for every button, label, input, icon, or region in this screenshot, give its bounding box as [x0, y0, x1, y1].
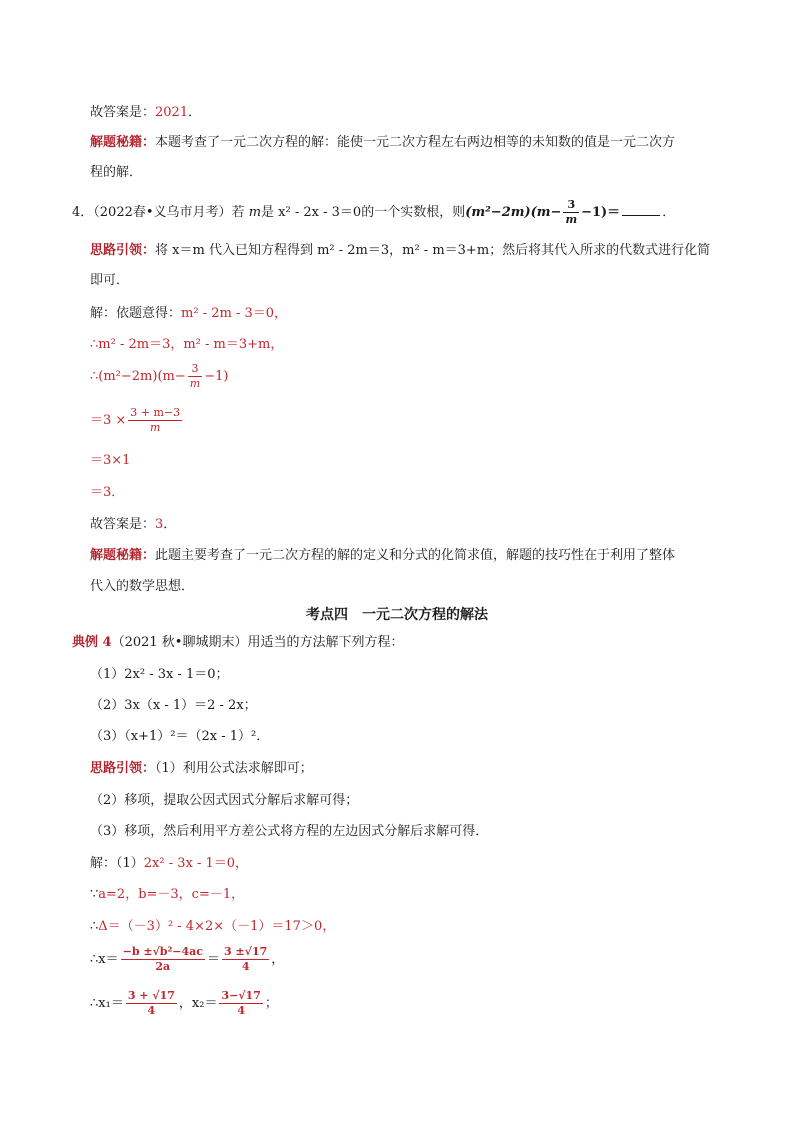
answer-line-1: 故答案是：2021． [90, 105, 202, 120]
example-label: 典例 4 [72, 635, 112, 650]
answer-value: 2021 [155, 105, 189, 120]
example-solution-4: ∴x＝ $\frac{\text{−b ±√b²−4ac}}{2a}$ ＝ $\frac{3 \pm√17}{4}$ ， [90, 945, 285, 973]
hint-label: 思路引领： [90, 243, 156, 258]
summary-line-2: 解题秘籍：此题主要考查了一元二次方程的解的定义和分式的化简求值，解题的技巧性在于利用了整体 [90, 548, 676, 563]
hint-line-1b: 即可． [90, 273, 130, 288]
question-expression: (m²−2m)(m− $\frac{3}{m}$ −1)＝ [465, 198, 621, 226]
section-title: 考点四 一元二次方程的解法 [306, 607, 488, 623]
summary-line-2b: 代入的数学思想． [90, 579, 195, 594]
solution-line-6: ＝3． [90, 485, 125, 500]
summary-label: 解题秘籍： [90, 135, 156, 150]
question-equation: x² - 2x - 3＝0 [278, 205, 362, 220]
solution-line-1: 解：依题意得：m² - 2m - 3＝0， [90, 306, 288, 321]
example-solution-5: ∴x₁＝ $\frac{3 + √17}{4}$ ，x₂＝ $\frac{3-√17}{4}$ ； [90, 989, 278, 1017]
example-hint-1: 思路引领：（1）利用公式法求解即可； [90, 761, 313, 776]
answer-line-2: 故答案是：3． [90, 517, 177, 532]
solution-line-2: ∴m² - 2m＝3，m² - m＝3+m， [90, 337, 284, 352]
solution-line-4: ＝3 × $\frac{3 + m-3}{m}$ [90, 406, 181, 434]
summary-line-1b: 程的解． [90, 165, 143, 180]
answer-blank [622, 203, 660, 216]
solution-line-5: ＝3×1 [90, 453, 131, 468]
example-hint-2: （2）移项，提取公因式因式分解后求解可得； [90, 793, 359, 808]
example-solution-1: 解：（1）2x² - 3x - 1＝0， [90, 856, 249, 871]
hint-line-1: 思路引领：将 x＝m 代入已知方程得到 m² - 2m＝3，m² - m＝3+m；然后将其代入所求的代数式进行化简 [90, 243, 711, 258]
example-hint-3: （3）移项，然后利用平方差公式将方程的左边因式分解后求解可得． [90, 824, 489, 839]
example-solution-2: ∵a=2，b=－3，c=－1， [90, 887, 245, 902]
example-item-2: （2）3x（x - 1）＝2 - 2x； [90, 698, 257, 713]
solution-line-3: ∴(m²−2m)(m− $\frac{3}{m}$ −1) [90, 362, 229, 390]
question-4: 4．（2022春•义乌市月考）若 m是 x² - 2x - 3＝0的一个实数根，则(m²−2m)(m− $\frac{3}{m}$ −1)＝ ． [72, 198, 676, 226]
summary-line-1: 解题秘籍：本题考查了一元二次方程的解：能使一元二次方程左右两边相等的未知数的值是一元二次方 [90, 135, 676, 150]
example-item-1: （1）2x² - 3x - 1＝0； [90, 667, 229, 682]
example-item-3: （3）（x+1）²＝（2x - 1）²． [90, 729, 270, 744]
example-4: 典例 4（2021 秋•聊城期末）用适当的方法解下列方程： [72, 635, 404, 650]
example-solution-3: ∴Δ＝（－3）² - 4×2×（－1）＝17＞0， [90, 919, 336, 934]
